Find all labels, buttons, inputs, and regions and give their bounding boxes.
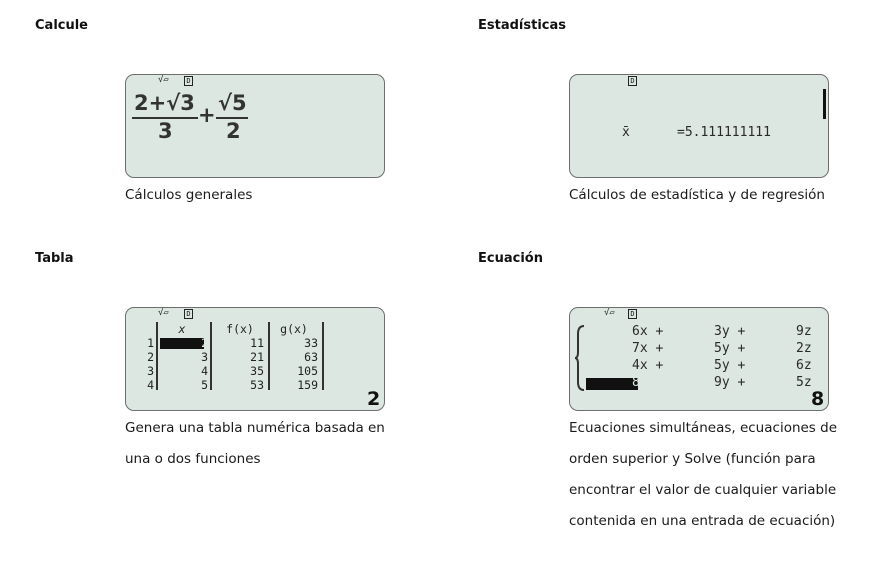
row-number: 3 [147,364,154,378]
table-divider [268,322,270,390]
equation-term: 5y + [714,358,746,373]
estadisticas-screen [569,74,829,178]
fraction1-denominator: 3 [158,119,173,143]
ecuacion-caption-line: orden superior y Solve (función para [569,451,816,467]
tabla-heading: Tabla [35,251,74,266]
table-divider [156,322,158,390]
table-cell-fx: 53 [250,378,264,392]
column-header-x: x [178,322,186,336]
selection-highlight [586,378,638,390]
table-cell-gx: 63 [304,350,318,364]
equation-term: 3y + [714,324,746,339]
stat-label: x̄ [622,125,630,140]
tabla-caption [125,413,385,475]
scroll-indicator [823,89,826,119]
ecuacion-heading: Ecuación [478,251,543,266]
table-cell-gx: 159 [297,378,318,392]
root-indicator-icon: √▱ [158,75,169,85]
ecuacion-caption-line: encontrar el valor de cualquier variable [569,482,837,498]
equation-term: 6z [796,358,812,373]
column-width-digit: 8 [811,388,825,410]
system-brace-icon [574,324,586,392]
equation-term: 4x + [632,358,664,373]
ecuacion-caption [569,413,837,537]
calcule-screen [125,74,385,178]
ecuacion-screen [569,307,829,411]
column-header-fx: f(x) [226,322,254,336]
table-cell-x: 5 [201,378,208,392]
tabla-screen [125,307,385,411]
stat-value [677,178,771,179]
row-number: 2 [147,350,154,364]
table-divider [322,322,324,390]
ecuacion-caption-line: Ecuaciones simultáneas, ecuaciones de [569,420,838,436]
ecuacion-caption-line: contenida en una entrada de ecuación) [569,513,836,529]
table-cell-fx: 21 [250,350,264,364]
tabla-caption-line: una o dos funciones [125,451,261,467]
stat-label [622,178,661,179]
equation-term: 7x + [632,341,664,356]
stat-values [677,88,771,178]
degree-indicator-icon: D [184,309,193,319]
table-divider [210,322,212,390]
column-width-digit: 2 [367,388,381,410]
estadisticas-caption: Cálculos de estadística y de regresión [569,187,825,203]
calcule-heading: Calcule [35,18,89,33]
row-number: 4 [147,378,154,392]
tabla-caption-line: Genera una tabla numérica basada en [125,420,385,436]
table-cell-fx: 35 [250,364,264,378]
equation-term: 9z [796,324,812,339]
table-cell-gx: 105 [297,364,318,378]
degree-indicator-icon: D [628,309,637,319]
column-header-gx: g(x) [280,322,308,336]
table-cell-x: 3 [201,350,208,364]
equation-term: 2z [796,341,812,356]
equation-term: 6x + [632,324,664,339]
table-cell-fx: 11 [250,336,264,350]
stat-value: =5.111111111 [677,125,771,140]
fraction2-denominator: 2 [226,119,241,143]
fraction2-numerator: √5 [218,91,247,115]
equation-term: 5y + [714,341,746,356]
degree-indicator-icon: D [184,76,193,86]
calcule-caption: Cálculos generales [125,187,253,203]
equation-term: 8x + [632,375,664,390]
equation-term: 9y + [714,375,746,390]
estadisticas-heading: Estadísticas [478,18,566,33]
table-cell-gx: 33 [304,336,318,350]
table-cell-x: 4 [201,364,208,378]
plus-sign: + [198,103,216,127]
fraction1-numerator: 2+√3 [134,91,195,115]
table-cell-x: 2 [201,336,208,350]
stat-labels [622,88,661,178]
root-indicator-icon: √▱ [604,308,615,318]
root-indicator-icon: √▱ [158,308,169,318]
degree-indicator-icon: D [628,76,637,86]
equation-term: 5z [796,375,812,390]
row-number: 1 [147,336,154,350]
